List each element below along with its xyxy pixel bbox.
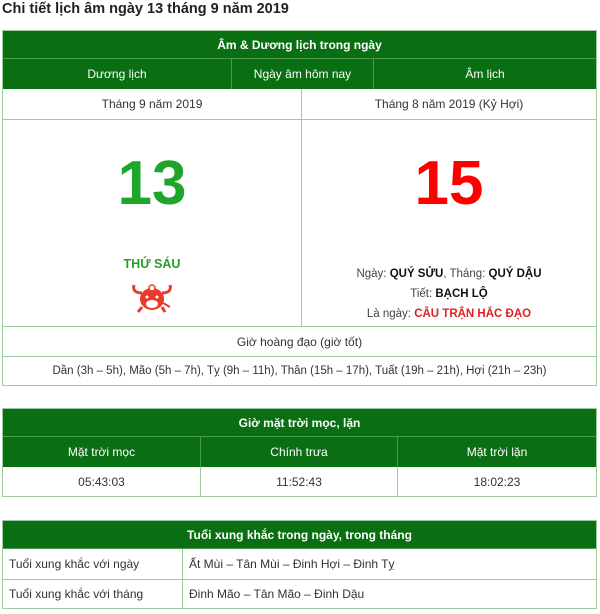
solar-day: 13 (117, 149, 187, 218)
calendar-header-row (3, 59, 596, 89)
lunar-month: Tháng 8 năm 2019 (Kỷ Hợi) (301, 89, 596, 119)
table-row: Tuổi xung khắc với ngày Ất Mùi – Tân Mùi – Đinh Hợi – Đinh Tỵ (3, 549, 596, 579)
tiet-line: Tiết: BẠCH LỘ (410, 288, 488, 300)
table-row: Tuổi xung khắc với tháng Đinh Mão – Tân Mão – Đinh Dậu (3, 579, 596, 608)
sun-table: Giờ mặt trời mọc, lặn Mặt trời mọc Chính trưa Mặt trời lặn 05:43:03 11:52:43 18:02:23 (2, 408, 597, 497)
sunrise-value: 05:43:03 (78, 474, 125, 489)
good-hours-row: Dần (3h – 5h), Mão (5h – 7h), Tỵ (9h – 11h), Thân (15h – 17h), Tuất (19h – 21h), Hợi (21h – 23h) (3, 356, 596, 385)
good-hours-title-row: Giờ hoàng đạo (giờ tốt) (3, 326, 596, 356)
col-lunar: Âm lịch (373, 59, 596, 89)
calendar-table-title: Âm & Dương lịch trong ngày (3, 31, 596, 59)
month-row (3, 89, 596, 119)
solar-day-cell (3, 120, 301, 326)
lunar-day: 15 (414, 149, 484, 218)
solar-month: Tháng 9 năm 2019 (101, 97, 203, 111)
col-solar: Dương lịch (87, 67, 147, 81)
noon-value: 11:52:43 (200, 467, 397, 496)
day-row (3, 119, 596, 326)
sunset-value: 18:02:23 (397, 467, 596, 496)
la-ngay-line: Là ngày: CÂU TRẬN HẮC ĐẠO (366, 308, 532, 320)
can-chi-line: Ngày: QUÝ SỬU, Tháng: QUÝ DẬU (356, 268, 542, 280)
buffalo-icon (130, 279, 174, 318)
conflict-table: Tuổi xung khắc trong ngày, trong tháng Tuổi xung khắc với ngày Ất Mùi – Tân Mùi – Đinh Hợi – Đinh Tỵ Tuổi xung khắc với tháng Đinh Mão – Tân Mão – Đinh Dậu (2, 520, 597, 609)
page-title: Chi tiết lịch âm ngày 13 tháng 9 năm 2019 (2, 1, 289, 17)
lunar-day-cell (301, 120, 596, 326)
calendar-table (2, 30, 597, 386)
weekday: THỨ SÁU (123, 257, 181, 271)
col-today-lunar: Ngày âm hôm nay (231, 59, 373, 89)
